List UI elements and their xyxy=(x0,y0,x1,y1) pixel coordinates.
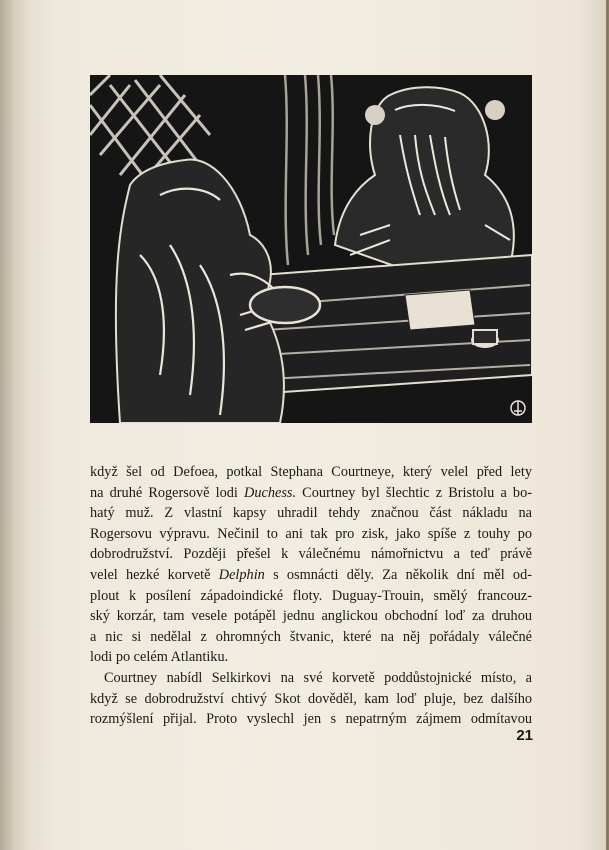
text-line xyxy=(90,503,532,524)
italic-text: Delphin xyxy=(218,566,265,583)
text-fragment: hatý muž. Z vlastní kapsy uhradil tehdy značnou část nákladu na xyxy=(90,505,532,522)
text-fragment: Rogersovu výpravu. Nečinil to ani tak pro zisk, jako spíše z touhy po xyxy=(90,525,532,542)
text-fragment: když se dobrodružství chtivý Skot dověděl, kam loď pluje, bez dalšího xyxy=(90,690,532,707)
text-line xyxy=(90,544,532,565)
text-line xyxy=(90,462,532,483)
text-line xyxy=(90,647,532,668)
text-fragment: když šel od Defoea, potkal Stephana Courtneye, který velel před lety xyxy=(90,464,532,480)
text-fragment: rozmýšlení přijal. Proto vyslechl jen s nepatrným zájmem odmítavou xyxy=(90,711,532,728)
text-line xyxy=(90,627,532,648)
text-fragment: Courtney byl šlechtic z Bristolu a bo- xyxy=(296,484,532,501)
text-fragment: Courtney nabídl Selkirkovi na své korvetě poddůstojnické místo, a xyxy=(104,669,532,686)
text-line xyxy=(90,709,532,730)
text-fragment: ský korzár, tam vesele potápěl jednu anglickou obchodní loď za druhou xyxy=(90,608,532,625)
page-spine-shadow xyxy=(0,0,26,850)
text-fragment: lodi po celém Atlantiku. xyxy=(90,649,229,666)
text-line xyxy=(90,668,532,689)
italic-text: Duchess. xyxy=(244,484,297,501)
text-line xyxy=(90,689,532,710)
text-line xyxy=(90,524,532,545)
body-text xyxy=(90,462,532,730)
illustration-drawing xyxy=(90,75,532,423)
text-fragment: na druhé Rogersově lodi xyxy=(90,484,245,501)
page-number: 21 xyxy=(516,727,533,744)
text-fragment: dobrodružství. Později přešel k válečnému námořnictvu a teď právě xyxy=(90,546,532,563)
text-fragment: plout k posílení západoindické floty. Duguay-Trouin, smělý francouz- xyxy=(90,587,532,604)
text-line xyxy=(90,483,532,504)
text-fragment: velel hezké korvetě xyxy=(90,566,219,583)
text-line xyxy=(90,565,532,586)
text-line xyxy=(90,586,532,607)
text-fragment: s osmnácti děly. Za několik dní měl od- xyxy=(264,566,532,583)
text-fragment: a nic si nedělal z ohromných štvanic, které na něj pořádaly válečné xyxy=(90,628,532,645)
text-line xyxy=(90,606,532,627)
woodcut-illustration xyxy=(90,75,532,423)
